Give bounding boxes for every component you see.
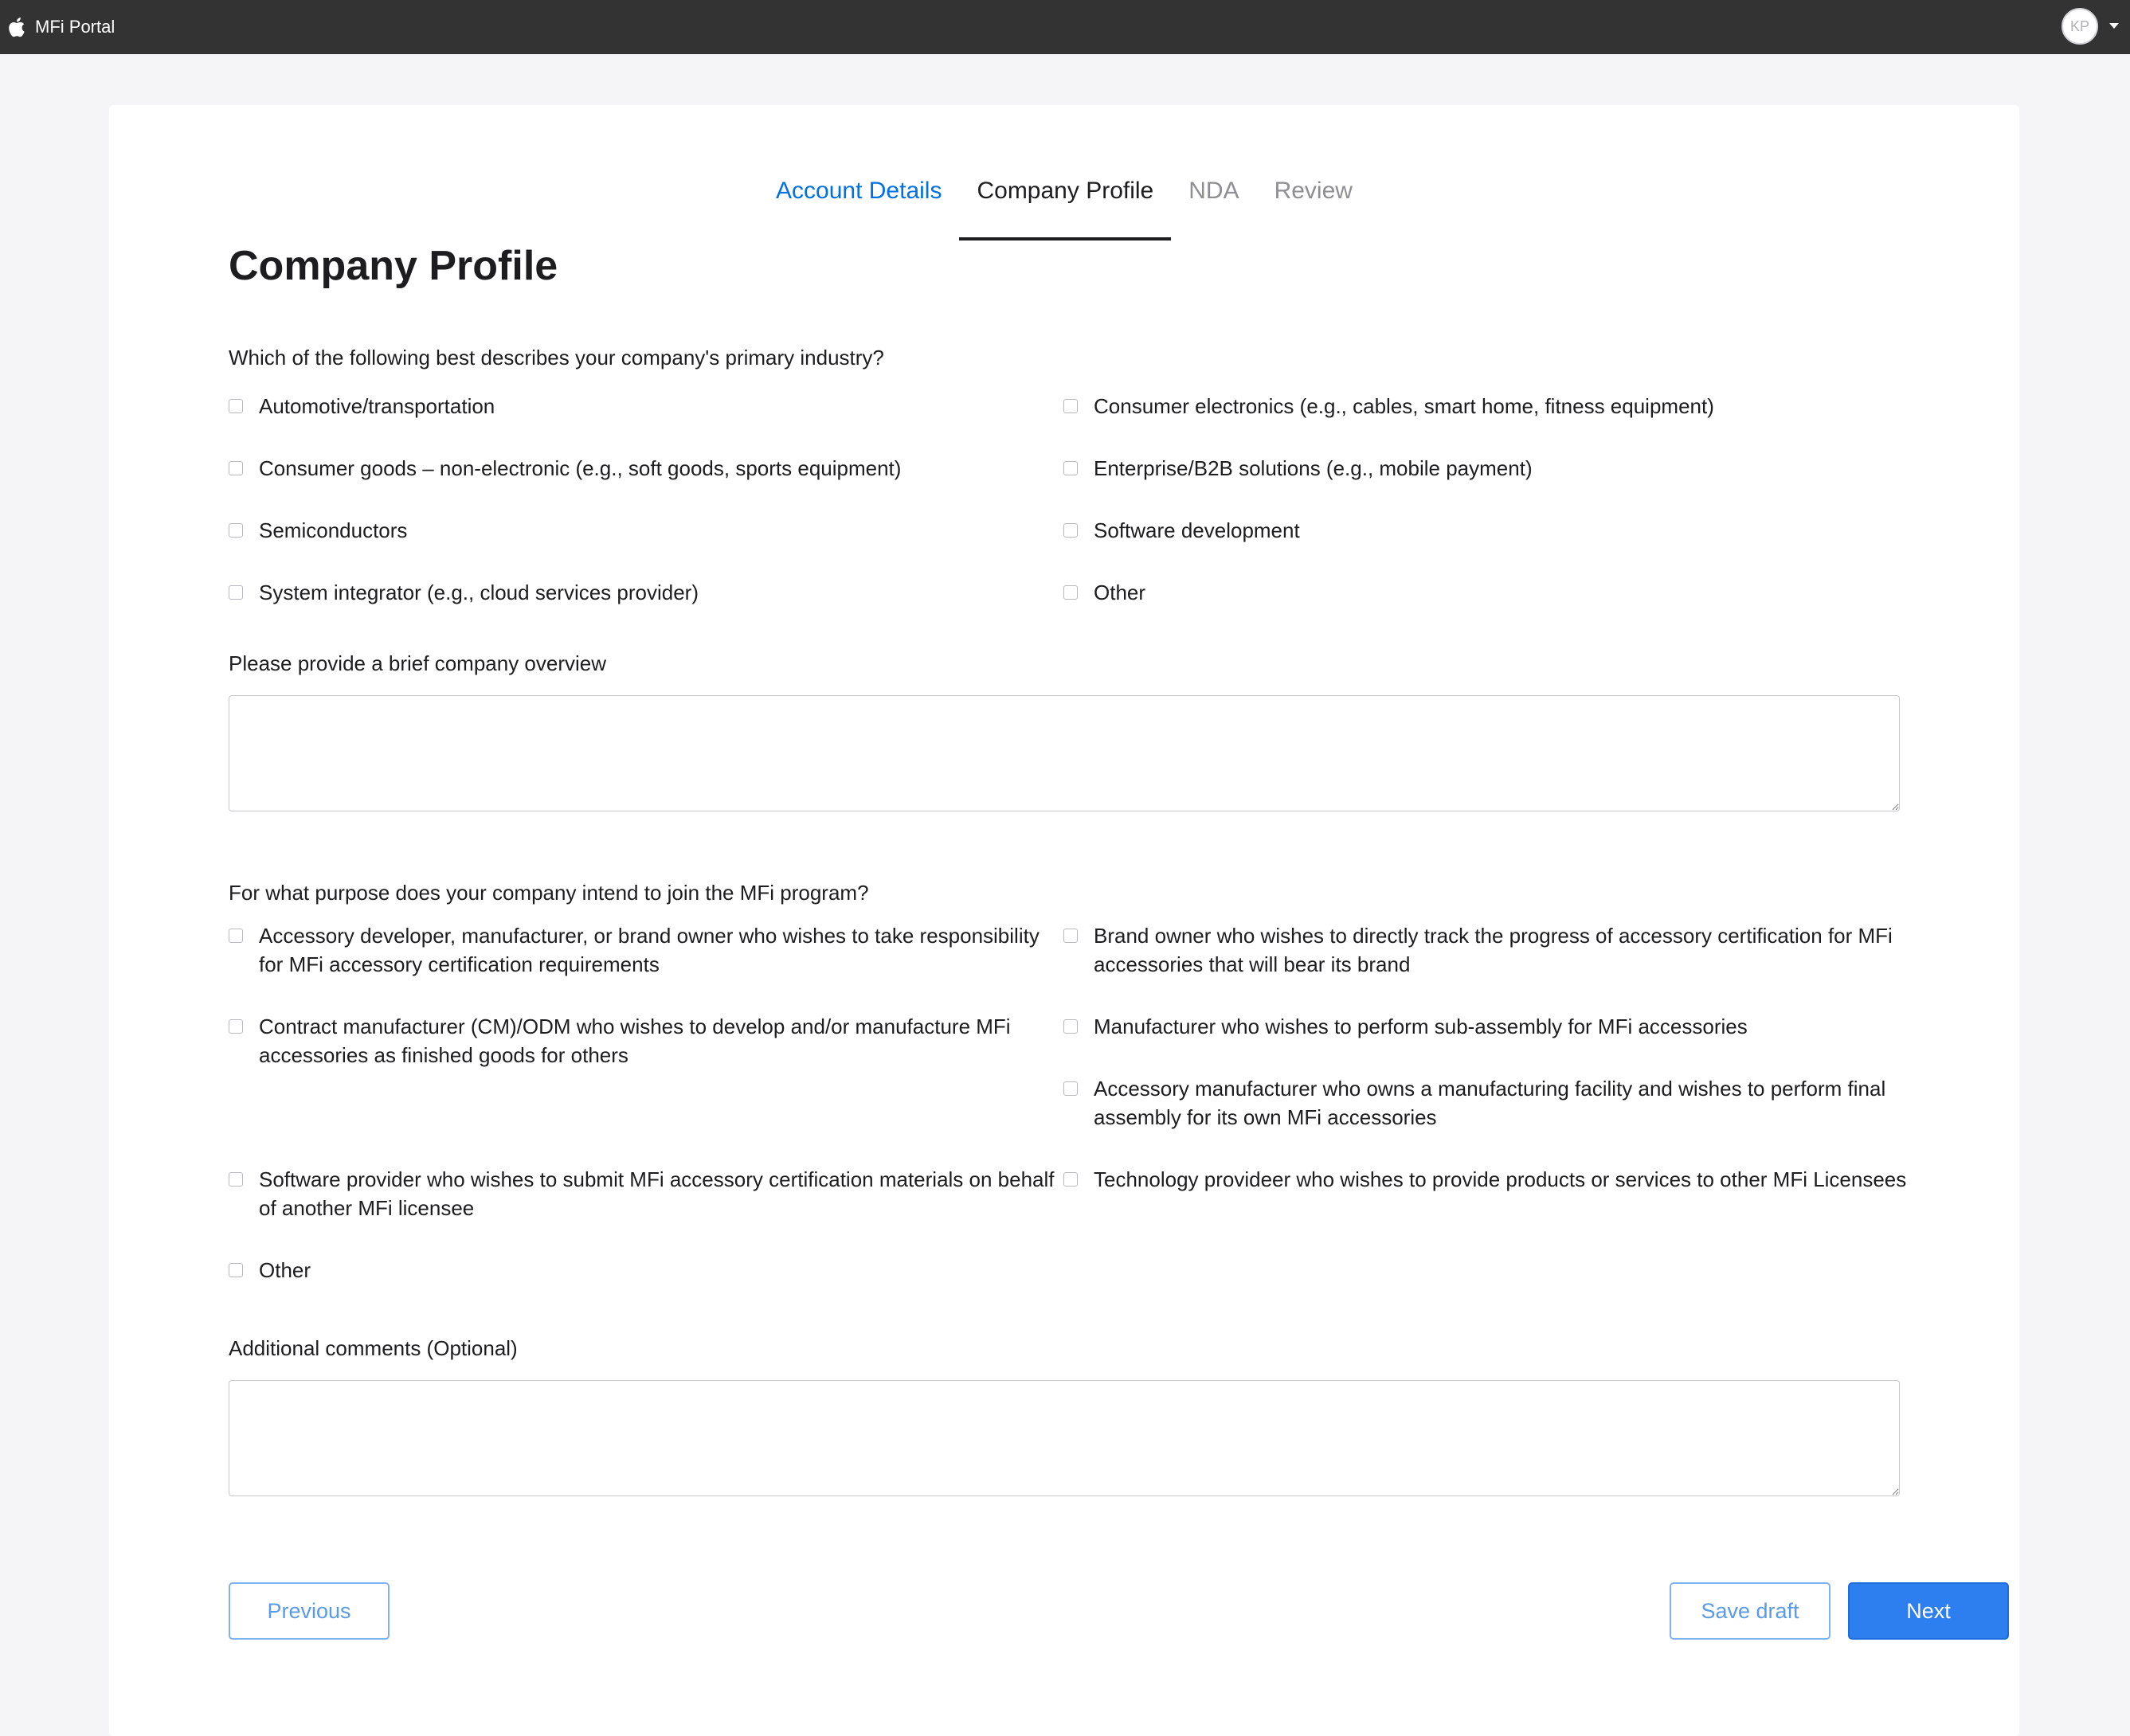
overview-label: Please provide a brief company overview [229, 651, 607, 675]
purpose-option-other[interactable]: Other [229, 1256, 1063, 1284]
chevron-down-icon[interactable] [2109, 23, 2119, 29]
checkbox[interactable] [1063, 523, 1078, 538]
company-overview-textarea[interactable] [229, 695, 1900, 811]
purpose-question: For what purpose does your company intend to join the MFi program? [229, 881, 869, 905]
previous-button[interactable]: Previous [229, 1582, 390, 1640]
additional-comments-textarea[interactable] [229, 1380, 1900, 1496]
apple-logo-icon [8, 14, 29, 40]
next-button[interactable]: Next [1848, 1582, 2009, 1640]
purpose-option-technology-provider[interactable]: Technology provideer who wishes to provide products or services to other MFi Licensees [1063, 1165, 1908, 1194]
app-title: MFi Portal [35, 17, 116, 37]
industry-question: Which of the following best describes your company's primary industry? [229, 346, 884, 369]
industry-option-consumer-electronics[interactable]: Consumer electronics (e.g., cables, smart home, fitness equipment) [1063, 392, 1908, 420]
purpose-option-contract-manufacturer[interactable]: Contract manufacturer (CM)/ODM who wishes to develop and/or manufacture MFi accessories as finished goods for others [229, 1012, 1063, 1069]
step-tabs [109, 151, 2019, 225]
checkbox[interactable] [1063, 461, 1078, 475]
checkbox[interactable] [1063, 399, 1078, 413]
checkbox[interactable] [229, 1172, 243, 1187]
comments-label: Additional comments (Optional) [229, 1336, 518, 1360]
page-title: Company Profile [229, 243, 558, 289]
purpose-option-sub-assembly[interactable]: Manufacturer who wishes to perform sub-assembly for MFi accessories [1063, 1012, 1908, 1041]
tab-account-details[interactable]: Account Details [776, 178, 942, 204]
industry-option-consumer-goods[interactable]: Consumer goods – non-electronic (e.g., soft goods, sports equipment) [229, 454, 1063, 483]
top-bar [0, 0, 2130, 54]
industry-option-enterprise[interactable]: Enterprise/B2B solutions (e.g., mobile payment) [1063, 454, 1908, 483]
industry-option-system-integrator[interactable]: System integrator (e.g., cloud services provider) [229, 578, 1063, 607]
tab-company-profile[interactable]: Company Profile [959, 151, 1171, 225]
checkbox[interactable] [229, 929, 243, 943]
industry-option-software-development[interactable]: Software development [1063, 516, 1908, 545]
avatar[interactable]: KP [2061, 8, 2098, 45]
checkbox[interactable] [1063, 1081, 1078, 1096]
checkbox[interactable] [1063, 585, 1078, 600]
industry-option-other[interactable]: Other [1063, 578, 1908, 607]
purpose-option-accessory-developer[interactable]: Accessory developer, manufacturer, or brand owner who wishes to take responsibility for MFi accessory certification requirements [229, 921, 1063, 979]
save-draft-button[interactable]: Save draft [1670, 1582, 1830, 1640]
checkbox[interactable] [1063, 929, 1078, 943]
industry-option-automotive[interactable]: Automotive/transportation [229, 392, 1063, 420]
checkbox[interactable] [229, 1019, 243, 1034]
purpose-option-brand-owner[interactable]: Brand owner who wishes to directly track the progress of accessory certification for MFi accessories that will bear its brand [1063, 921, 1908, 979]
form-card [109, 105, 2019, 1736]
checkbox[interactable] [229, 1263, 243, 1277]
tab-review[interactable]: Review [1274, 178, 1353, 204]
industry-option-semiconductors[interactable]: Semiconductors [229, 516, 1063, 545]
purpose-option-software-provider[interactable]: Software provider who wishes to submit MFi accessory certification materials on behalf of another MFi licensee [229, 1165, 1063, 1222]
checkbox[interactable] [229, 461, 243, 475]
checkbox[interactable] [1063, 1019, 1078, 1034]
purpose-option-final-assembly[interactable]: Accessory manufacturer who owns a manufacturing facility and wishes to perform final assembly for its own MFi accessories [1063, 1074, 1908, 1132]
checkbox[interactable] [229, 523, 243, 538]
checkbox[interactable] [229, 399, 243, 413]
tab-nda[interactable]: NDA [1188, 178, 1239, 204]
checkbox[interactable] [1063, 1172, 1078, 1187]
checkbox[interactable] [229, 585, 243, 600]
